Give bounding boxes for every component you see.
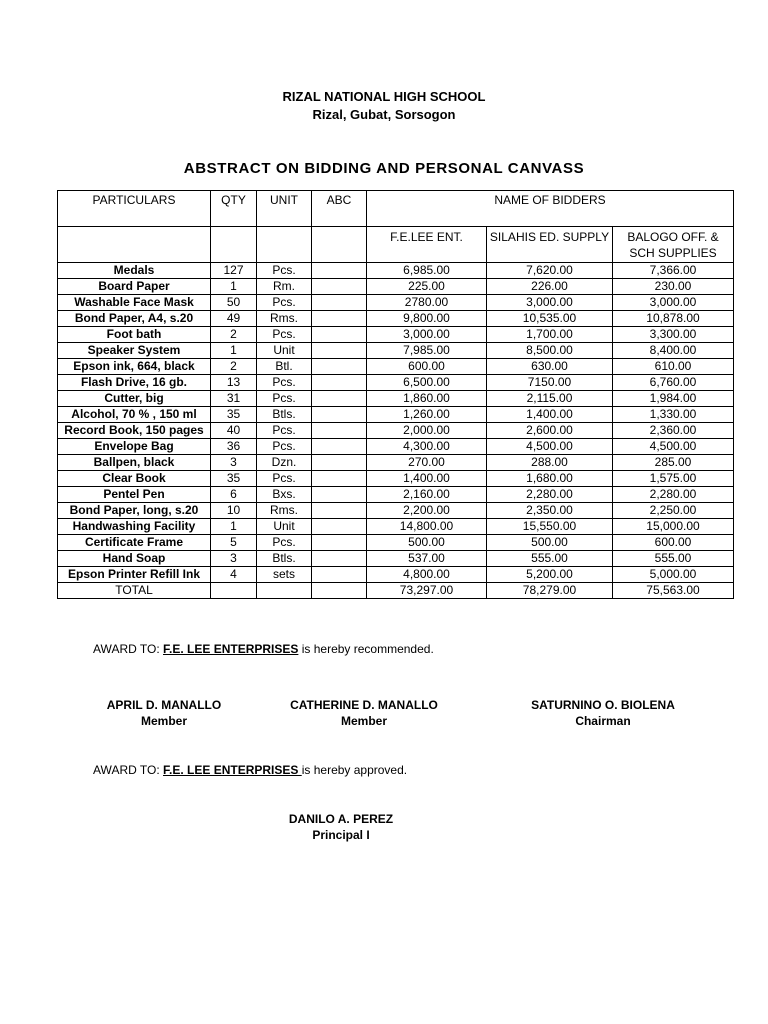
- item-name: Handwashing Facility: [58, 519, 211, 535]
- item-unit: Pcs.: [257, 535, 312, 551]
- bid-amount: 270.00: [367, 455, 487, 471]
- bid-amount: 2,160.00: [367, 487, 487, 503]
- table-body: [58, 263, 734, 583]
- item-qty: 36: [211, 439, 257, 455]
- item-abc: [312, 311, 367, 327]
- bid-amount: 6,760.00: [613, 375, 734, 391]
- bidder-name: F.E.LEE ENT.: [367, 227, 487, 263]
- bid-amount: 8,400.00: [613, 343, 734, 359]
- table-row: [58, 503, 734, 519]
- total-bid: 75,563.00: [613, 583, 734, 599]
- table-row: [58, 471, 734, 487]
- award-approved: [93, 763, 407, 777]
- item-abc: [312, 295, 367, 311]
- item-name: Alcohol, 70 % , 150 ml: [58, 407, 211, 423]
- item-name: Cutter, big: [58, 391, 211, 407]
- item-qty: 35: [211, 471, 257, 487]
- table-row: [58, 535, 734, 551]
- bid-amount: 1,680.00: [487, 471, 613, 487]
- item-unit: Btls.: [257, 551, 312, 567]
- bid-amount: 2,115.00: [487, 391, 613, 407]
- bid-amount: 288.00: [487, 455, 613, 471]
- item-qty: 13: [211, 375, 257, 391]
- table-row: [58, 263, 734, 279]
- bid-amount: 1,860.00: [367, 391, 487, 407]
- bid-amount: 7,620.00: [487, 263, 613, 279]
- item-unit: Rms.: [257, 311, 312, 327]
- signatory-role: Chairman: [575, 714, 631, 728]
- bid-amount: 500.00: [367, 535, 487, 551]
- bid-amount: 1,984.00: [613, 391, 734, 407]
- bid-amount: 2,250.00: [613, 503, 734, 519]
- bid-amount: 2,280.00: [613, 487, 734, 503]
- bid-amount: 5,000.00: [613, 567, 734, 583]
- table-row: [58, 375, 734, 391]
- item-abc: [312, 567, 367, 583]
- signatory: [254, 697, 474, 729]
- item-name: Clear Book: [58, 471, 211, 487]
- item-qty: 3: [211, 551, 257, 567]
- item-qty: 40: [211, 423, 257, 439]
- bid-amount: 600.00: [613, 535, 734, 551]
- table-row: [58, 343, 734, 359]
- item-name: Bond Paper, A4, s.20: [58, 311, 211, 327]
- item-abc: [312, 359, 367, 375]
- school-name: RIZAL NATIONAL HIGH SCHOOL: [282, 89, 486, 104]
- item-name: Foot bath: [58, 327, 211, 343]
- signatory: [54, 697, 274, 729]
- bid-amount: 5,200.00: [487, 567, 613, 583]
- item-qty: 10: [211, 503, 257, 519]
- item-name: Ballpen, black: [58, 455, 211, 471]
- school-address: Rizal, Gubat, Sorsogon: [312, 107, 456, 122]
- approver-role: Principal I: [312, 828, 370, 842]
- signatory-role: Member: [140, 714, 187, 728]
- item-abc: [312, 519, 367, 535]
- col-abc: ABC: [312, 191, 367, 227]
- table-row: [58, 487, 734, 503]
- bid-amount: 1,400.00: [487, 407, 613, 423]
- bid-amount: 1,330.00: [613, 407, 734, 423]
- bid-amount: 1,260.00: [367, 407, 487, 423]
- bid-amount: 3,000.00: [367, 327, 487, 343]
- bid-amount: 2,350.00: [487, 503, 613, 519]
- bid-amount: 537.00: [367, 551, 487, 567]
- item-qty: 1: [211, 519, 257, 535]
- item-unit: Pcs.: [257, 327, 312, 343]
- item-unit: Pcs.: [257, 375, 312, 391]
- item-abc: [312, 551, 367, 567]
- item-abc: [312, 375, 367, 391]
- item-abc: [312, 423, 367, 439]
- bid-amount: 610.00: [613, 359, 734, 375]
- item-qty: 49: [211, 311, 257, 327]
- item-abc: [312, 343, 367, 359]
- item-name: Flash Drive, 16 gb.: [58, 375, 211, 391]
- total-row: [58, 583, 734, 599]
- item-unit: Btls.: [257, 407, 312, 423]
- table-row: [58, 567, 734, 583]
- item-qty: 2: [211, 359, 257, 375]
- bidder-names-row: [58, 227, 734, 263]
- bid-amount: 2,360.00: [613, 423, 734, 439]
- table-row: [58, 359, 734, 375]
- bid-amount: 2780.00: [367, 295, 487, 311]
- bid-amount: 4,500.00: [613, 439, 734, 455]
- bid-amount: 10,535.00: [487, 311, 613, 327]
- item-abc: [312, 487, 367, 503]
- signatory: [493, 697, 713, 729]
- item-name: Medals: [58, 263, 211, 279]
- item-unit: Dzn.: [257, 455, 312, 471]
- item-name: Envelope Bag: [58, 439, 211, 455]
- bid-amount: 15,000.00: [613, 519, 734, 535]
- table-row: [58, 295, 734, 311]
- item-name: Epson ink, 664, black: [58, 359, 211, 375]
- item-qty: 6: [211, 487, 257, 503]
- bid-amount: 7150.00: [487, 375, 613, 391]
- item-unit: Pcs.: [257, 391, 312, 407]
- award-firm: F.E. LEE ENTERPRISES: [163, 763, 302, 777]
- bid-amount: 10,878.00: [613, 311, 734, 327]
- bid-amount: 225.00: [367, 279, 487, 295]
- approver: [231, 811, 451, 843]
- signatory-name: CATHERINE D. MANALLO: [290, 698, 438, 712]
- item-name: Certificate Frame: [58, 535, 211, 551]
- item-unit: Rm.: [257, 279, 312, 295]
- bid-amount: 4,800.00: [367, 567, 487, 583]
- item-abc: [312, 439, 367, 455]
- bid-amount: 8,500.00: [487, 343, 613, 359]
- col-bidders: NAME OF BIDDERS: [367, 191, 734, 227]
- item-qty: 2: [211, 327, 257, 343]
- item-abc: [312, 327, 367, 343]
- bid-amount: 555.00: [487, 551, 613, 567]
- bid-amount: 7,985.00: [367, 343, 487, 359]
- bid-amount: 3,300.00: [613, 327, 734, 343]
- bid-amount: 15,550.00: [487, 519, 613, 535]
- item-unit: Bxs.: [257, 487, 312, 503]
- bidder-name: BALOGO OFF. & SCH SUPPLIES: [613, 227, 734, 263]
- bid-amount: 1,700.00: [487, 327, 613, 343]
- item-abc: [312, 263, 367, 279]
- item-abc: [312, 471, 367, 487]
- item-qty: 1: [211, 343, 257, 359]
- signatory-name: APRIL D. MANALLO: [106, 698, 222, 712]
- award-firm: F.E. LEE ENTERPRISES: [163, 642, 299, 656]
- table-row: [58, 279, 734, 295]
- table-row: [58, 423, 734, 439]
- item-qty: 127: [211, 263, 257, 279]
- item-unit: Unit: [257, 343, 312, 359]
- signatory-name: SATURNINO O. BIOLENA: [531, 698, 675, 712]
- approver-name: DANILO A. PEREZ: [288, 812, 394, 826]
- table-row: [58, 391, 734, 407]
- item-qty: 50: [211, 295, 257, 311]
- item-qty: 5: [211, 535, 257, 551]
- table-row: [58, 519, 734, 535]
- signatory-role: Member: [340, 714, 387, 728]
- table-row: [58, 311, 734, 327]
- item-name: Speaker System: [58, 343, 211, 359]
- bid-amount: 6,500.00: [367, 375, 487, 391]
- item-unit: Pcs.: [257, 471, 312, 487]
- bidder-name: SILAHIS ED. SUPPLY: [487, 227, 613, 263]
- item-unit: sets: [257, 567, 312, 583]
- table-row: [58, 439, 734, 455]
- item-qty: 1: [211, 279, 257, 295]
- award-suffix: is hereby recommended.: [298, 642, 434, 656]
- item-unit: Pcs.: [257, 439, 312, 455]
- bid-amount: 4,300.00: [367, 439, 487, 455]
- bid-amount: 3,000.00: [487, 295, 613, 311]
- item-name: Board Paper: [58, 279, 211, 295]
- col-qty: QTY: [211, 191, 257, 227]
- bid-amount: 1,575.00: [613, 471, 734, 487]
- total-bid: 73,297.00: [367, 583, 487, 599]
- bid-amount: 1,400.00: [367, 471, 487, 487]
- table-row: [58, 551, 734, 567]
- item-unit: Unit: [257, 519, 312, 535]
- bid-amount: 2,200.00: [367, 503, 487, 519]
- bid-amount: 9,800.00: [367, 311, 487, 327]
- bid-amount: 3,000.00: [613, 295, 734, 311]
- document-title: ABSTRACT ON BIDDING AND PERSONAL CANVASS: [183, 160, 585, 177]
- item-qty: 35: [211, 407, 257, 423]
- item-unit: Rms.: [257, 503, 312, 519]
- item-qty: 4: [211, 567, 257, 583]
- award-recommended: [93, 642, 434, 656]
- award-suffix: is hereby approved.: [301, 763, 408, 777]
- award-prefix: AWARD TO:: [93, 763, 164, 777]
- bid-amount: 600.00: [367, 359, 487, 375]
- table-row: [58, 327, 734, 343]
- bid-amount: 230.00: [613, 279, 734, 295]
- bid-amount: 555.00: [613, 551, 734, 567]
- item-name: Record Book, 150 pages: [58, 423, 211, 439]
- item-name: Pentel Pen: [58, 487, 211, 503]
- bid-amount: 226.00: [487, 279, 613, 295]
- total-bid: 78,279.00: [487, 583, 613, 599]
- item-name: Bond Paper, long, s.20: [58, 503, 211, 519]
- col-particulars: PARTICULARS: [58, 191, 211, 227]
- bid-amount: 14,800.00: [367, 519, 487, 535]
- item-unit: Btl.: [257, 359, 312, 375]
- bid-amount: 7,366.00: [613, 263, 734, 279]
- bid-amount: 630.00: [487, 359, 613, 375]
- item-unit: Pcs.: [257, 423, 312, 439]
- header-row: [58, 191, 734, 227]
- table-row: [58, 407, 734, 423]
- item-abc: [312, 455, 367, 471]
- item-abc: [312, 503, 367, 519]
- award-prefix: AWARD TO:: [93, 642, 164, 656]
- bid-amount: 2,600.00: [487, 423, 613, 439]
- item-name: Hand Soap: [58, 551, 211, 567]
- item-qty: 3: [211, 455, 257, 471]
- item-unit: Pcs.: [257, 295, 312, 311]
- bid-amount: 285.00: [613, 455, 734, 471]
- bid-amount: 6,985.00: [367, 263, 487, 279]
- item-qty: 31: [211, 391, 257, 407]
- item-abc: [312, 535, 367, 551]
- item-name: Washable Face Mask: [58, 295, 211, 311]
- col-unit: UNIT: [257, 191, 312, 227]
- item-abc: [312, 407, 367, 423]
- item-abc: [312, 391, 367, 407]
- total-label: TOTAL: [58, 583, 211, 599]
- bid-amount: 2,000.00: [367, 423, 487, 439]
- bid-amount: 2,280.00: [487, 487, 613, 503]
- bid-amount: 4,500.00: [487, 439, 613, 455]
- item-abc: [312, 279, 367, 295]
- item-name: Epson Printer Refill Ink: [58, 567, 211, 583]
- bid-amount: 500.00: [487, 535, 613, 551]
- bidding-table: [57, 190, 734, 599]
- item-unit: Pcs.: [257, 263, 312, 279]
- table-row: [58, 455, 734, 471]
